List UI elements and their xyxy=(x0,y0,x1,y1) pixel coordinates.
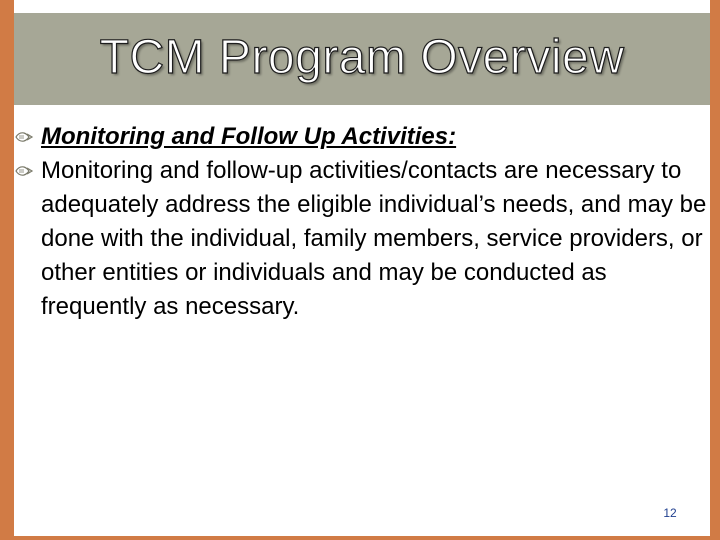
slide-title: TCM Program Overview xyxy=(99,31,625,84)
slide-body xyxy=(14,120,714,324)
bullet-item xyxy=(14,154,714,324)
frame-bottom-border xyxy=(0,536,720,540)
frame-left-border xyxy=(0,0,14,540)
bullet-body-text: Monitoring and follow-up activities/contacts are necessary to adequately address the eligible individual’s needs, and may be done with the individual, family members, service providers, or other entities or individuals and may be conducted as frequently as necessary. xyxy=(41,157,707,320)
bullet-item xyxy=(14,120,714,154)
page-number: 12 xyxy=(663,506,677,520)
arrow-bullet-icon xyxy=(14,164,34,178)
arrow-bullet-icon xyxy=(14,130,34,144)
bullet-heading-text: Monitoring and Follow Up Activities: xyxy=(41,123,457,150)
